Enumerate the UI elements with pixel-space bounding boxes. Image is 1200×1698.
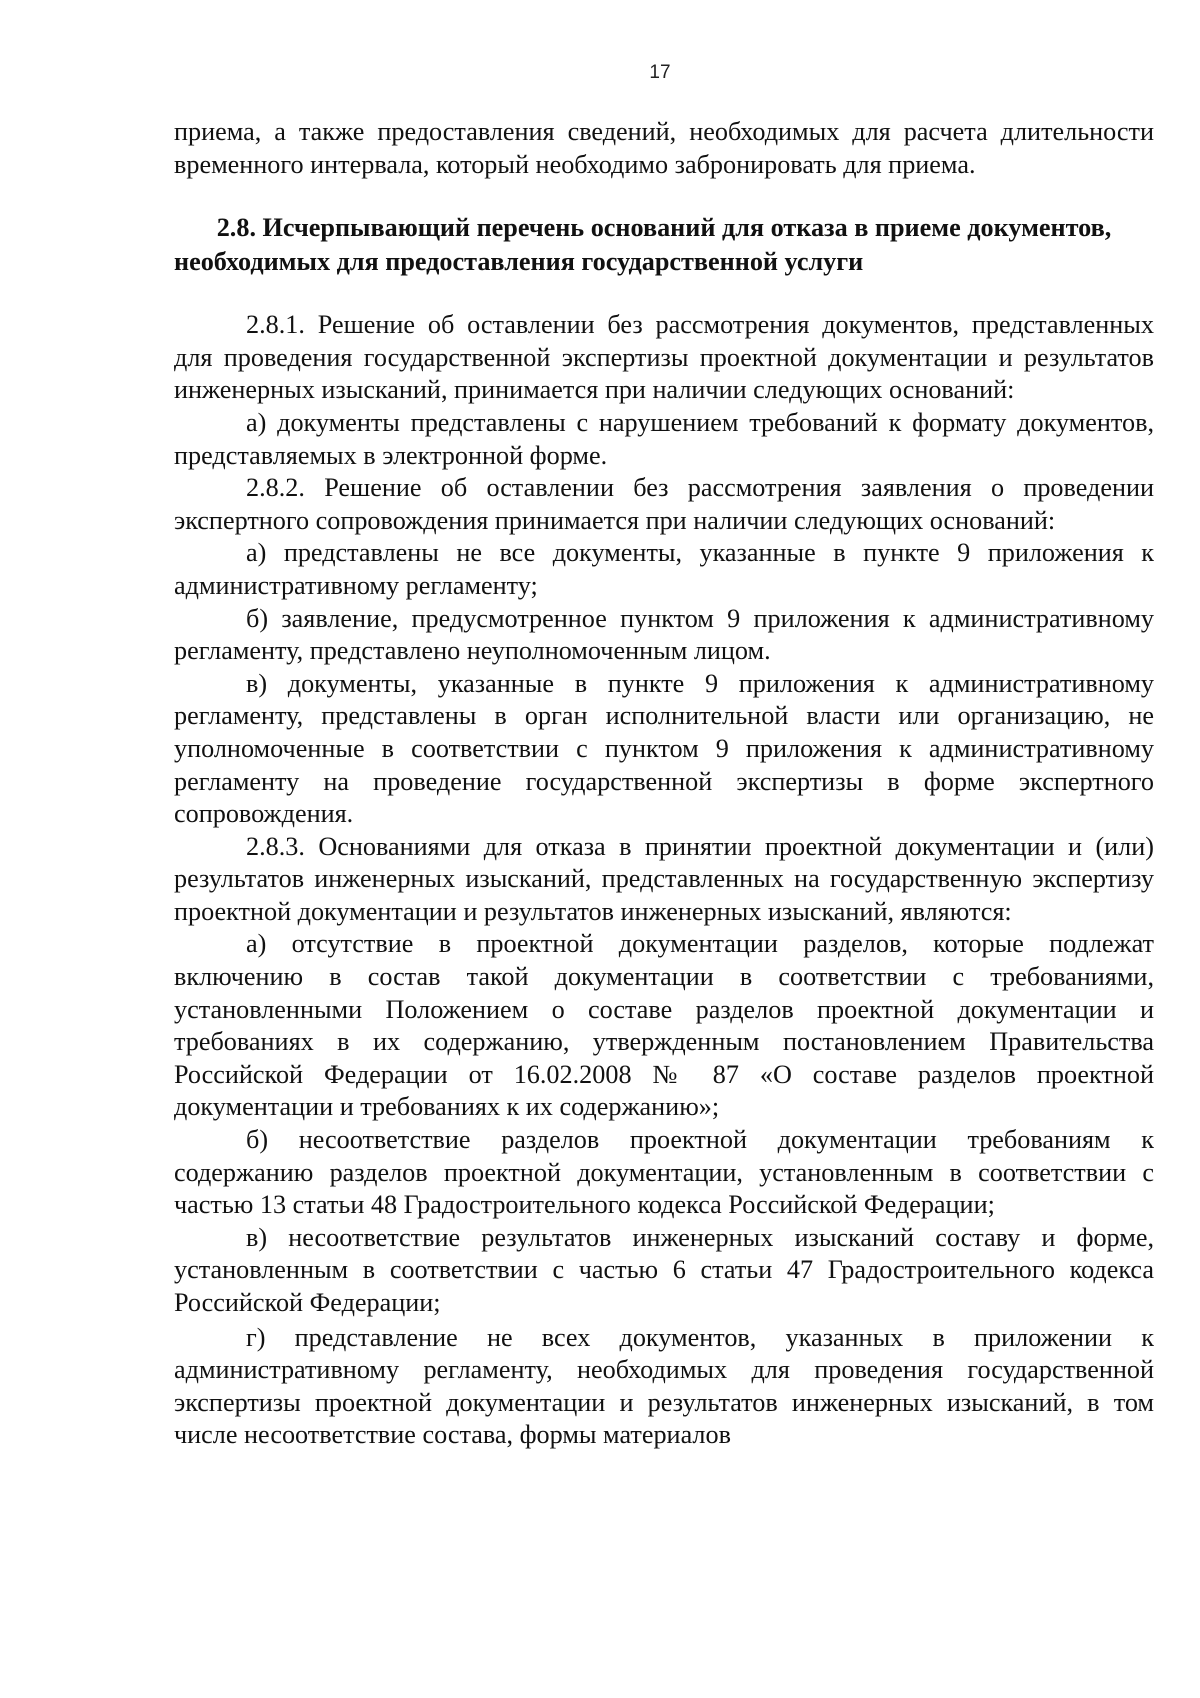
paragraph-2-8-1-a: а) документы представлены с нарушением требований к формату документов, представляемых в электронной форме. [174, 407, 1154, 470]
paragraph-2-8-2-b: б) заявление, предусмотренное пунктом 9 приложения к административному регламенту, представлено неуполномоченным лицом. [174, 603, 1154, 666]
paragraph-2-8-3-v: в) несоответствие результатов инженерных изысканий составу и форме, установленным в соответствии с частью 6 статьи 47 Градостроительного кодекса Российской Федерации; [174, 1222, 1154, 1317]
paragraph-2-8-2: 2.8.2. Решение об оставлении без рассмотрения заявления о проведении экспертного сопровождения принимается при наличии следующих оснований: [174, 473, 1154, 535]
document-body [174, 116, 1154, 1452]
paragraph-2-8-3-g: г) представление не всех документов, указанных в приложении к административному регламенту, необходимых для проведения государственной экспертизы проектной документации и результатов инженерных изысканий, в том числе несоответствие состава, формы материалов [174, 1322, 1154, 1450]
page-number: 17 [649, 62, 671, 83]
intro-paragraph: приема, а также предоставления сведений, необходимых для расчета длительности временного интервала, который необходимо забронировать для приема. [174, 117, 1154, 179]
paragraph-2-8-3: 2.8.3. Основаниями для отказа в принятии проектной документации и (или) результатов инженерных изысканий, представленных на государственную экспертизу проектной документации и результатов инженерных изысканий, являются: [174, 831, 1154, 926]
section-heading: 2.8. Исчерпывающий перечень оснований для отказа в приеме документов, необходимых для предоставления государственной услуги [174, 213, 1112, 277]
paragraph-2-8-2-v: в) документы, указанные в пункте 9 приложения к административному регламенту, представлены в орган исполнительной власти или организацию, не уполномоченные в соответствии с пунктом 9 приложения к административному регламенту на проведение государственной экспертизы в форме экспертного сопровождения. [174, 668, 1154, 829]
paragraph-2-8-1: 2.8.1. Решение об оставлении без рассмотрения документов, представленных для проведения государственной экспертизы проектной документации и результатов инженерных изысканий, принимается при наличии следующих оснований: [174, 310, 1154, 405]
paragraph-2-8-2-a: а) представлены не все документы, указанные в пункте 9 приложения к административному регламенту; [174, 538, 1154, 600]
paragraph-2-8-3-b: б) несоответствие разделов проектной документации требованиям к содержанию разделов проектной документации, установленным в соответствии с частью 13 статьи 48 Градостроительного кодекса Российской Федерации; [174, 1125, 1154, 1220]
paragraph-2-8-3-a: а) отсутствие в проектной документации разделов, которые подлежат включению в состав такой документации в соответствии с требованиями, установленными Положением о составе разделов проектной документации и требованиях в их содержанию, утвержденным постановлением Правительства Российской Федерации от 16.02.2008 № 87 «О составе разделов проектной документации и требованиях к их содержанию»; [174, 929, 1154, 1122]
